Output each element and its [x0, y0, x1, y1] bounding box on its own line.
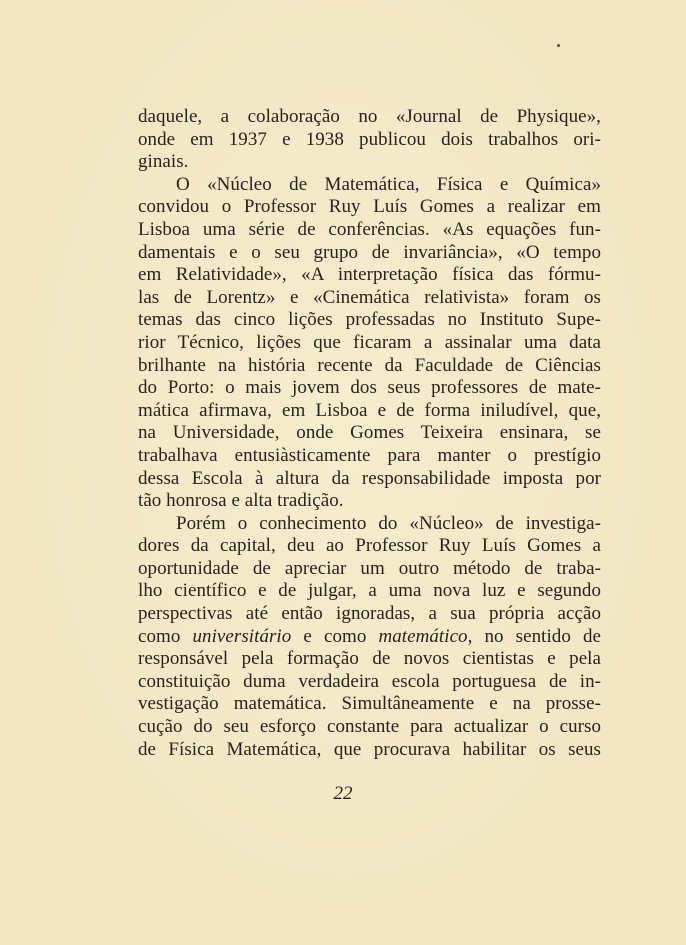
paragraph-first-line: Porém o conhecimento do «Núcleo» de investiga- — [176, 512, 601, 534]
text-line: las de Lorentz» e «Cinemática relativista» foram os — [138, 286, 601, 308]
text-line: trabalhava entusiàsticamente para manter o prestígio — [138, 444, 601, 466]
page-number: 22 — [333, 783, 353, 804]
text-line: convidou o Professor Ruy Luís Gomes a realizar em — [138, 196, 601, 218]
text-segment: como — [138, 625, 193, 647]
text-line: de Física Matemática, que procurava habilitar os seus — [138, 738, 601, 760]
text-line: damentais e o seu grupo de invariância», «O tempo — [138, 241, 601, 263]
text-line: Lisboa uma série de conferências. «As equações fun- — [138, 218, 601, 240]
text-line: mática afirmava, em Lisboa e de forma iniludível, que, — [138, 399, 601, 421]
text-line: na Universidade, onde Gomes Teixeira ensinara, se — [138, 422, 601, 444]
text-line: em Relatividade», «A interpretação física das fórmu- — [138, 264, 601, 286]
text-segment: no sentido de — [472, 625, 601, 647]
text-line: constituição duma verdadeira escola portuguesa de in- — [138, 670, 601, 692]
text-line: oportunidade de apreciar um outro método de traba- — [138, 557, 601, 579]
emphasis-matematico: matemático, — [378, 625, 473, 647]
text-line: do Porto: o mais jovem dos seus professores de mate- — [138, 377, 601, 399]
text-line: vestigação matemática. Simultâneamente e na prosse- — [138, 693, 601, 715]
paper-speck — [557, 44, 560, 47]
text-line: daquele, a colaboração no «Journal de Physique», — [138, 106, 601, 127]
text-line: dessa Escola à altura da responsabilidade imposta por — [138, 467, 601, 489]
paragraph-first-line: O «Núcleo de Matemática, Física e Química» — [176, 173, 601, 195]
text-line: rior Técnico, lições que ficaram a assinalar uma data — [138, 331, 601, 353]
text-line: perspectivas até então ignoradas, a sua própria acção — [138, 603, 601, 625]
text-line-with-emphasis — [138, 626, 601, 649]
text-line: cução do seu esforço constante para actualizar o curso — [138, 716, 601, 738]
text-line: brilhante na história recente da Faculdade de Ciências — [138, 354, 601, 376]
emphasis-universitario: universitário — [192, 625, 292, 647]
text-segment: e como — [291, 625, 379, 647]
body-text — [138, 106, 601, 761]
text-line: onde em 1937 e 1938 publicou dois trabalhos ori- — [138, 128, 601, 150]
text-line: lho científico e de julgar, a uma nova luz e segundo — [138, 580, 601, 602]
text-line: tão honrosa e alta tradição. — [138, 490, 344, 512]
text-line: responsável pela formação de novos cientistas e pela — [138, 648, 601, 670]
text-line: ginais. — [138, 151, 189, 173]
text-line: dores da capital, deu ao Professor Ruy Luís Gomes a — [138, 535, 601, 557]
text-line: temas das cinco lições professadas no Instituto Supe- — [138, 309, 601, 331]
